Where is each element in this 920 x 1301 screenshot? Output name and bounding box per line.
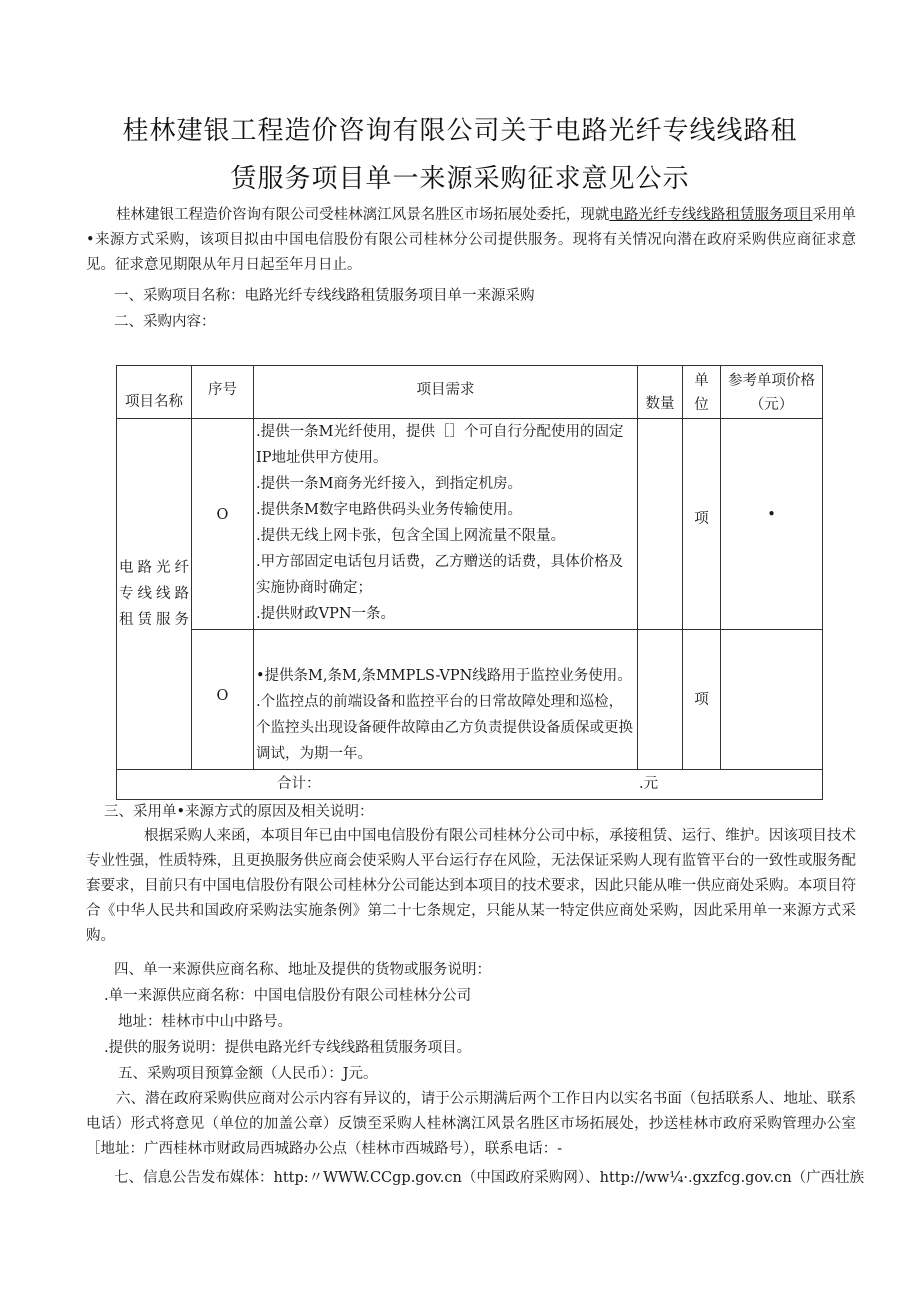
row-1-item-5: .甲方部固定电话包月话费，乙方赠送的话费，具体价格及实施协商时确定； — [256, 554, 624, 596]
row-1-price: • — [721, 419, 823, 630]
total-value: .元 — [639, 776, 659, 792]
row-1-item-6: .提供财政VPN一条。 — [256, 606, 396, 622]
total-label: 合计： — [277, 776, 321, 792]
row-2-quantity — [638, 630, 683, 770]
section-1: 一、采购项目名称：电路光纤专线线路租赁服务项目单一来源采购 — [114, 288, 535, 304]
section-3-heading: 三、采用单•来源方式的原因及相关说明： — [104, 804, 374, 820]
doc-title-line-1: 桂林建银工程造价咨询有限公司关于电路光纤专线线路租 — [122, 116, 798, 146]
supplier-name: .单一来源供应商名称：中国电信股份有限公司桂林分公司 — [104, 988, 472, 1004]
header-reference-price — [721, 366, 823, 419]
header-unit-line-1: 单 — [694, 373, 709, 389]
header-number: 序号 — [192, 366, 254, 419]
table-row — [117, 630, 823, 770]
section-6-body: 六、潜在政府采购供应商对公示内容有异议的，请于公示期满后两个工作日内以实名书面（包括联系人、地址、联系电话）形式将意见（单位的加盖公章）反馈至采购人桂林漓江风景名胜区市场拓展处，抄送桂林市政府采购管理办公室［地址：广西桂林市财政局西城路办公点（桂林市西城路号），联系电话：- — [86, 1091, 856, 1157]
header-unit — [683, 366, 721, 419]
row-1-quantity — [638, 419, 683, 630]
row-1-item-2: .提供一条M商务光纤接入，到指定机房。 — [256, 476, 522, 492]
header-price-line-2: （元） — [749, 397, 794, 413]
supplier-address: 地址：桂林市中山中路号。 — [118, 1014, 292, 1030]
table-header-row — [117, 366, 823, 419]
row-2-unit: 项 — [683, 630, 721, 770]
row-1-item-4: .提供无线上网卡张，包含全国上网流量不限量。 — [256, 528, 566, 544]
project-name-line-2: 专线线路 — [119, 586, 189, 602]
section-4-heading: 四、单一来源供应商名称、地址及提供的货物或服务说明： — [114, 962, 491, 978]
section-7-media: 七、信息公告发布媒体：http:〃WWW.CCgp.gov.cn（中国政府采购网）、http://ww¼·.gxzfcg.gov.cn（广西壮族 — [114, 1170, 865, 1186]
row-1-item-3: .提供条M数字电路供码头业务传输使用。 — [256, 502, 522, 518]
doc-title-line-2: 赁服务项目单一来源采购征求意见公示 — [230, 164, 690, 194]
intro-project-name: 电路光纤专线线路租赁服务项目 — [609, 207, 813, 223]
project-name-cell — [117, 419, 192, 770]
row-2-number: O — [192, 630, 254, 770]
row-1-item-1: .提供一条M光纤使用，提供［］个可自行分配使用的固定IP地址供甲方使用。 — [256, 424, 624, 466]
header-project-name: 项目名称 — [117, 366, 192, 419]
header-requirements: 项目需求 — [254, 366, 638, 419]
section-2-heading: 二、采购内容： — [114, 314, 216, 330]
project-name-line-3: 租赁服务 — [119, 612, 189, 628]
intro-text-2: 采用单•来源方式采购，该项目拟由中国电信股份有限公司桂林分公司提供服务。现将有关情况向潜在政府采购供应商征求意见。征求意见期限从年月日起至年月日止。 — [86, 207, 857, 273]
row-2-requirements — [254, 630, 638, 770]
row-2-item-2: .个监控点的前端设备和监控平台的日常故障处理和巡检，个监控头出现设备硬件故障由乙方负责提供设备质保或更换调试，为期一年。 — [256, 694, 633, 762]
row-2-price — [721, 630, 823, 770]
table-total-row — [117, 770, 823, 800]
row-2-item-1: •提供条M,条M,条MMPLS-VPN线路用于监控业务使用。 — [256, 668, 632, 684]
project-name-line-1: 电路光纤 — [119, 560, 189, 576]
table-row — [117, 419, 823, 630]
header-price-line-1: 参考单项价格 — [728, 373, 815, 389]
row-1-requirements — [254, 419, 638, 630]
procurement-table — [116, 365, 823, 800]
row-1-unit: 项 — [683, 419, 721, 630]
row-1-number: O — [192, 419, 254, 630]
section-5-budget: 五、采购项目预算金额（人民币）：J元。 — [118, 1066, 378, 1082]
intro-paragraph — [86, 203, 856, 278]
header-quantity: 数量 — [638, 366, 683, 419]
intro-text-1: 桂林建银工程造价咨询有限公司受桂林漓江风景名胜区市场拓展处委托，现就 — [116, 207, 610, 223]
total-cell — [117, 770, 823, 800]
section-3-body: 根据采购人来函，本项目年已由中国电信股份有限公司桂林分公司中标，承接租赁、运行、维护。因该项目技术专业性强，性质特殊，且更换服务供应商会使采购人平台运行存在风险，无法保证采购人现有监管平台的一致性或服务配套要求，目前只有中国电信股份有限公司桂林分公司能达到本项目的技术要求，因此只能从唯一供应商处采购。本项目符合《中华人民共和国政府采购法实施条例》第二十七条规定，只能从某一特定供应商处采购，因此采用单一来源方式采购。 — [86, 828, 856, 944]
service-description: .提供的服务说明：提供电路光纤专线线路租赁服务项目。 — [104, 1040, 472, 1056]
header-unit-line-2: 位 — [694, 397, 709, 413]
